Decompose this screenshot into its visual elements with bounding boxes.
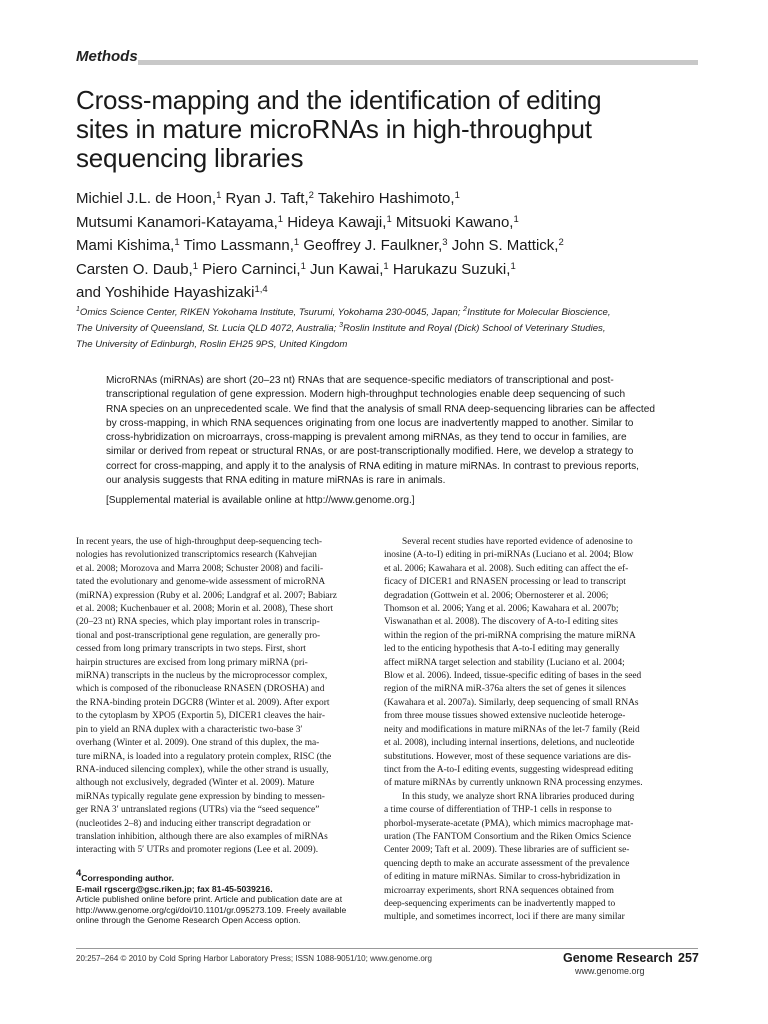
abstract bbox=[106, 374, 696, 509]
corresponding-author bbox=[76, 868, 386, 884]
affiliation-marker: 2 bbox=[463, 306, 468, 313]
body-line: (Kawahara et al. 2007a). Similarly, deep sequencing of small RNAs bbox=[384, 697, 639, 708]
body-line: the RNA-binding protein DGCR8 (Winter et al. 2009). After export bbox=[76, 697, 330, 708]
author-affiliation-marker: 1 bbox=[192, 260, 199, 272]
body-line: In this study, we analyze short RNA libraries produced during bbox=[402, 791, 635, 802]
body-line: degradation (Gottwein et al. 2006; Obernosterer et al. 2006; bbox=[384, 590, 609, 601]
title-line: Cross-mapping and the identification of editing bbox=[76, 85, 602, 115]
body-line: nologies has revolutionized transcriptomics research (Kahvejian bbox=[76, 550, 317, 561]
author-name: Geoffrey J. Faulkner, bbox=[299, 237, 443, 254]
author-name: Takehiro Hashimoto, bbox=[313, 190, 455, 207]
author-affiliation-marker: 1 bbox=[293, 237, 300, 248]
abstract-line: transcriptional regulation of gene expression. Modern high-throughput technologies enable deep sequencing of such bbox=[106, 389, 626, 401]
affiliation-text: The University of Queensland, St. Lucia QLD 4072, Australia; bbox=[76, 323, 340, 334]
author-line bbox=[76, 258, 696, 282]
author-affiliation-marker: 1 bbox=[513, 213, 519, 225]
affiliation-line bbox=[76, 321, 701, 337]
body-line: of editing in mature miRNAs. Similar to cross-hybridization in bbox=[384, 872, 621, 883]
abstract-line: by cross-mapping, in which RNA sequences originating from one locus are inadvertently mapped to another. Similar to bbox=[106, 417, 634, 429]
body-line: cessed from long primary transcripts in two steps. First, short bbox=[76, 644, 306, 655]
footer-rule bbox=[76, 948, 698, 949]
body-line: phorbol-myserate-acetate (PMA), which mimics macrophage mat- bbox=[384, 818, 634, 829]
body-line: of mature miRNAs by currently unknown RNA processing enzymes. bbox=[384, 778, 643, 789]
affiliation-text: The University of Edinburgh, Roslin EH25 9PS, United Kingdom bbox=[76, 339, 348, 350]
body-line: inosine (A-to-I) editing in pri-miRNAs (Luciano et al. 2004; Blow bbox=[384, 550, 634, 561]
footnote-marker: 4 bbox=[76, 868, 82, 879]
author-affiliation-marker: 1 bbox=[454, 190, 460, 201]
body-line: Thomson et al. 2006; Yang et al. 2006; Kawahara et al. 2007b; bbox=[384, 604, 619, 615]
affiliation-line bbox=[76, 337, 701, 353]
affiliation-text: Omics Science Center, RIKEN Yokohama Institute, Tsurumi, Yokohama 230-0045, Japan; bbox=[79, 307, 464, 318]
body-column-left bbox=[76, 536, 392, 858]
author-name: Ryan J. Taft, bbox=[221, 190, 309, 207]
abstract-line: RNA species on an unprecedented scale. We find that the analysis of small RNA deep-sequencing libraries can be affected bbox=[106, 403, 655, 415]
author-name: Mutsumi Kanamori-Katayama, bbox=[76, 213, 278, 231]
body-line: (20–23 nt) RNA species, which play important roles in transcrip- bbox=[76, 617, 320, 628]
affiliation-marker: 1 bbox=[76, 306, 80, 313]
author-affiliation-marker: 2 bbox=[558, 237, 564, 248]
body-column-right bbox=[384, 536, 700, 925]
body-line: led to the enticing hypothesis that A-to-I editing may generally bbox=[384, 644, 620, 655]
journal-name: Genome Research bbox=[563, 951, 673, 965]
abstract-line: correct for cross-mapping, and apply it to the analysis of RNA editing in mature miRNAs. In contrast to previous reports, bbox=[106, 460, 639, 472]
supplemental-note: [Supplemental material is available online at http://www.genome.org.] bbox=[106, 495, 415, 507]
author-affiliation-marker: 1 bbox=[383, 260, 389, 272]
author-affiliation-marker: 1 bbox=[277, 213, 284, 225]
body-line: ficacy of DICER1 and RNASEN processing or lead to transcript bbox=[384, 577, 626, 588]
body-line: miRNA) transcripts in the nucleus by the microprocessor complex, bbox=[76, 671, 328, 682]
body-line: translation inhibition, although there are also examples of miRNAs bbox=[76, 831, 328, 842]
affiliation-text: Roslin Institute and Royal (Dick) School of Veterinary Studies, bbox=[342, 323, 606, 334]
journal-website: www.genome.org bbox=[575, 966, 645, 976]
author-affiliation-marker: 2 bbox=[308, 190, 314, 201]
article-title bbox=[76, 86, 696, 173]
author-name: and Yoshihide Hayashizaki bbox=[76, 284, 255, 301]
body-line: overhang (Winter et al. 2009). One strand of this duplex, the ma- bbox=[76, 738, 320, 749]
title-line: sites in mature microRNAs in high-throughput bbox=[76, 114, 592, 144]
header-rule bbox=[138, 60, 698, 65]
author-affiliation-marker: 1 bbox=[300, 260, 306, 272]
title-line: sequencing libraries bbox=[76, 143, 304, 173]
body-line: substitutions. However, most of these sequence variations are dis- bbox=[384, 751, 631, 762]
abstract-text bbox=[106, 374, 696, 488]
author-name: Jun Kawai, bbox=[305, 260, 384, 278]
body-line: neity and modifications in mature miRNAs of the let-7 family (Reid bbox=[384, 724, 640, 735]
affiliations bbox=[76, 305, 701, 353]
corresponding-heading: Corresponding author. bbox=[81, 873, 174, 883]
body-line: et al. 2008; Morozova and Marra 2008; Schuster 2008) and facili- bbox=[76, 563, 324, 574]
body-line: Viswanathan et al. 2008). The discovery of A-to-I editing sites bbox=[384, 617, 618, 628]
author-affiliation-marker: 1 bbox=[386, 213, 392, 225]
author-affiliation-marker: 1 bbox=[216, 190, 222, 201]
author-name: Carsten O. Daub, bbox=[76, 260, 193, 278]
affiliation-line bbox=[76, 305, 701, 321]
body-line: hairpin structures are excised from long primary miRNA (pri- bbox=[76, 657, 308, 668]
abstract-line: our analysis suggests that RNA editing in mature miRNAs is rare in animals. bbox=[106, 475, 446, 487]
affiliation-text: Institute for Molecular Bioscience, bbox=[467, 307, 611, 318]
author-name: Hideya Kawaji, bbox=[283, 213, 387, 231]
body-line: microarray experiments, short RNA sequences obtained from bbox=[384, 885, 614, 896]
body-line: deep-sequencing experiments can be inadvertently mapped to bbox=[384, 898, 616, 909]
pub-note-line: http://www.genome.org/cgi/doi/10.1101/gr.095273.109. Freely available bbox=[76, 904, 347, 915]
body-line: ger RNA 3′ untranslated regions (UTRs) via the “seed sequence” bbox=[76, 805, 320, 816]
body-line: (nucleotides 2–8) and inducing either transcript degradation or bbox=[76, 818, 311, 829]
body-line: miRNAs typically regulate gene expression by binding to messen- bbox=[76, 791, 325, 802]
author-name: Harukazu Suzuki, bbox=[388, 260, 511, 278]
body-line: Several recent studies have reported evidence of adenosine to bbox=[402, 537, 633, 547]
body-line: multiple, and sometimes incorrect, loci if there are many similar bbox=[384, 912, 625, 923]
author-line bbox=[76, 234, 696, 258]
contact-email: E-mail rgscerg@gsc.riken.jp; fax 81-45-5039216. bbox=[76, 883, 273, 894]
body-line: In recent years, the use of high-throughput deep-sequencing tech- bbox=[76, 537, 323, 547]
body-line: et al. 2008), including internal insertions, deletions, and nucleotide bbox=[384, 738, 635, 749]
body-line: Blow et al. 2006). Indeed, tissue-specific editing of bases in the seed bbox=[384, 671, 642, 682]
author-affiliation-marker: 1 bbox=[174, 237, 180, 248]
author-line bbox=[76, 211, 696, 235]
author-name: John S. Mattick, bbox=[447, 237, 559, 254]
author-list bbox=[76, 187, 696, 305]
author-affiliation-marker: 1,4 bbox=[254, 284, 268, 295]
body-line: RNA-induced silencing complex), while the other strand is usually, bbox=[76, 764, 329, 775]
author-name: Michiel J.L. de Hoon, bbox=[76, 190, 217, 207]
body-line: affect miRNA target selection and stability (Luciano et al. 2004; bbox=[384, 657, 625, 668]
body-line: tated the evolutionary and genome-wide assessment of microRNA bbox=[76, 577, 326, 588]
body-line: uration (The FANTOM Consortium and the Riken Omics Science bbox=[384, 831, 632, 842]
body-line: ture miRNA, is loaded into a regulatory protein complex, RISC (the bbox=[76, 751, 332, 762]
author-line bbox=[76, 187, 696, 211]
body-line: region of the miRNA miR-376a alters the set of genes it silences bbox=[384, 684, 626, 695]
pub-note-line: online through the Genome Research Open Access option. bbox=[76, 915, 301, 926]
body-line: tinct from the A-to-I editing events, suggesting widespread editing bbox=[384, 764, 634, 775]
author-name: Mami Kishima, bbox=[76, 237, 175, 254]
body-line: a time course of differentiation of THP-1 cells in response to bbox=[384, 805, 612, 816]
affiliation-marker: 3 bbox=[339, 322, 343, 329]
body-line: Center 2009; Taft et al. 2009). These libraries are of sufficient se- bbox=[384, 845, 630, 856]
author-line bbox=[76, 281, 696, 305]
body-line: although not exclusively, degraded (Winter et al. 2009). Mature bbox=[76, 778, 315, 789]
body-line: quencing depth to make an accurate assessment of the prevalence bbox=[384, 858, 630, 869]
footer-citation: 20:257–264 © 2010 by Cold Spring Harbor Laboratory Press; ISSN 1088-9051/10; www.genome.org bbox=[76, 954, 432, 963]
body-line: which is composed of the ribonuclease RNASEN (DROSHA) and bbox=[76, 684, 325, 695]
section-label: Methods bbox=[76, 48, 138, 65]
body-line: et al. 2008; Kuchenbauer et al. 2008; Morin et al. 2008), These short bbox=[76, 604, 334, 615]
body-line: (miRNA) expression (Ruby et al. 2006; Landgraf et al. 2007; Babiarz bbox=[76, 590, 337, 601]
correspondence-footnote bbox=[76, 868, 386, 926]
page-number: 257 bbox=[678, 951, 699, 965]
author-affiliation-marker: 1 bbox=[510, 260, 516, 272]
pub-note-line: Article published online before print. Article and publication date are at bbox=[76, 894, 343, 905]
body-line: pin to yield an RNA duplex with a characteristic two-base 3′ bbox=[76, 724, 303, 735]
body-line: et al. 2006; Kawahara et al. 2008). Such editing can affect the ef- bbox=[384, 563, 629, 574]
body-line: to the cytoplasm by XPO5 (Exportin 5), DICER1 cleaves the hair- bbox=[76, 711, 325, 722]
body-line: from three mouse tissues showed extensive nucleotide heteroge- bbox=[384, 711, 626, 722]
author-name: Piero Carninci, bbox=[198, 260, 301, 278]
body-line: interacting with 5′ UTRs and promoter regions (Lee et al. 2009). bbox=[76, 845, 319, 856]
author-name: Timo Lassmann, bbox=[179, 237, 294, 254]
abstract-line: cross-hybridization on microarrays, cross-mapping is prevalent among miRNAs, as they tend to occur in families, are bbox=[106, 432, 627, 444]
author-affiliation-marker: 3 bbox=[442, 237, 448, 248]
abstract-line: similar or derived from repeat or structural RNAs, or are post-transcriptionally modified. Here, we develop a strategy to bbox=[106, 446, 634, 458]
author-name: Mitsuoki Kawano, bbox=[391, 213, 514, 231]
body-line: within the region of the pri-miRNA comprising the mature miRNA bbox=[384, 630, 636, 641]
body-line: tional and post-transcriptional gene regulation, are generally pro- bbox=[76, 630, 321, 641]
abstract-line: MicroRNAs (miRNAs) are short (20–23 nt) RNAs that are sequence-specific mediators of transcriptional and post- bbox=[106, 375, 614, 386]
